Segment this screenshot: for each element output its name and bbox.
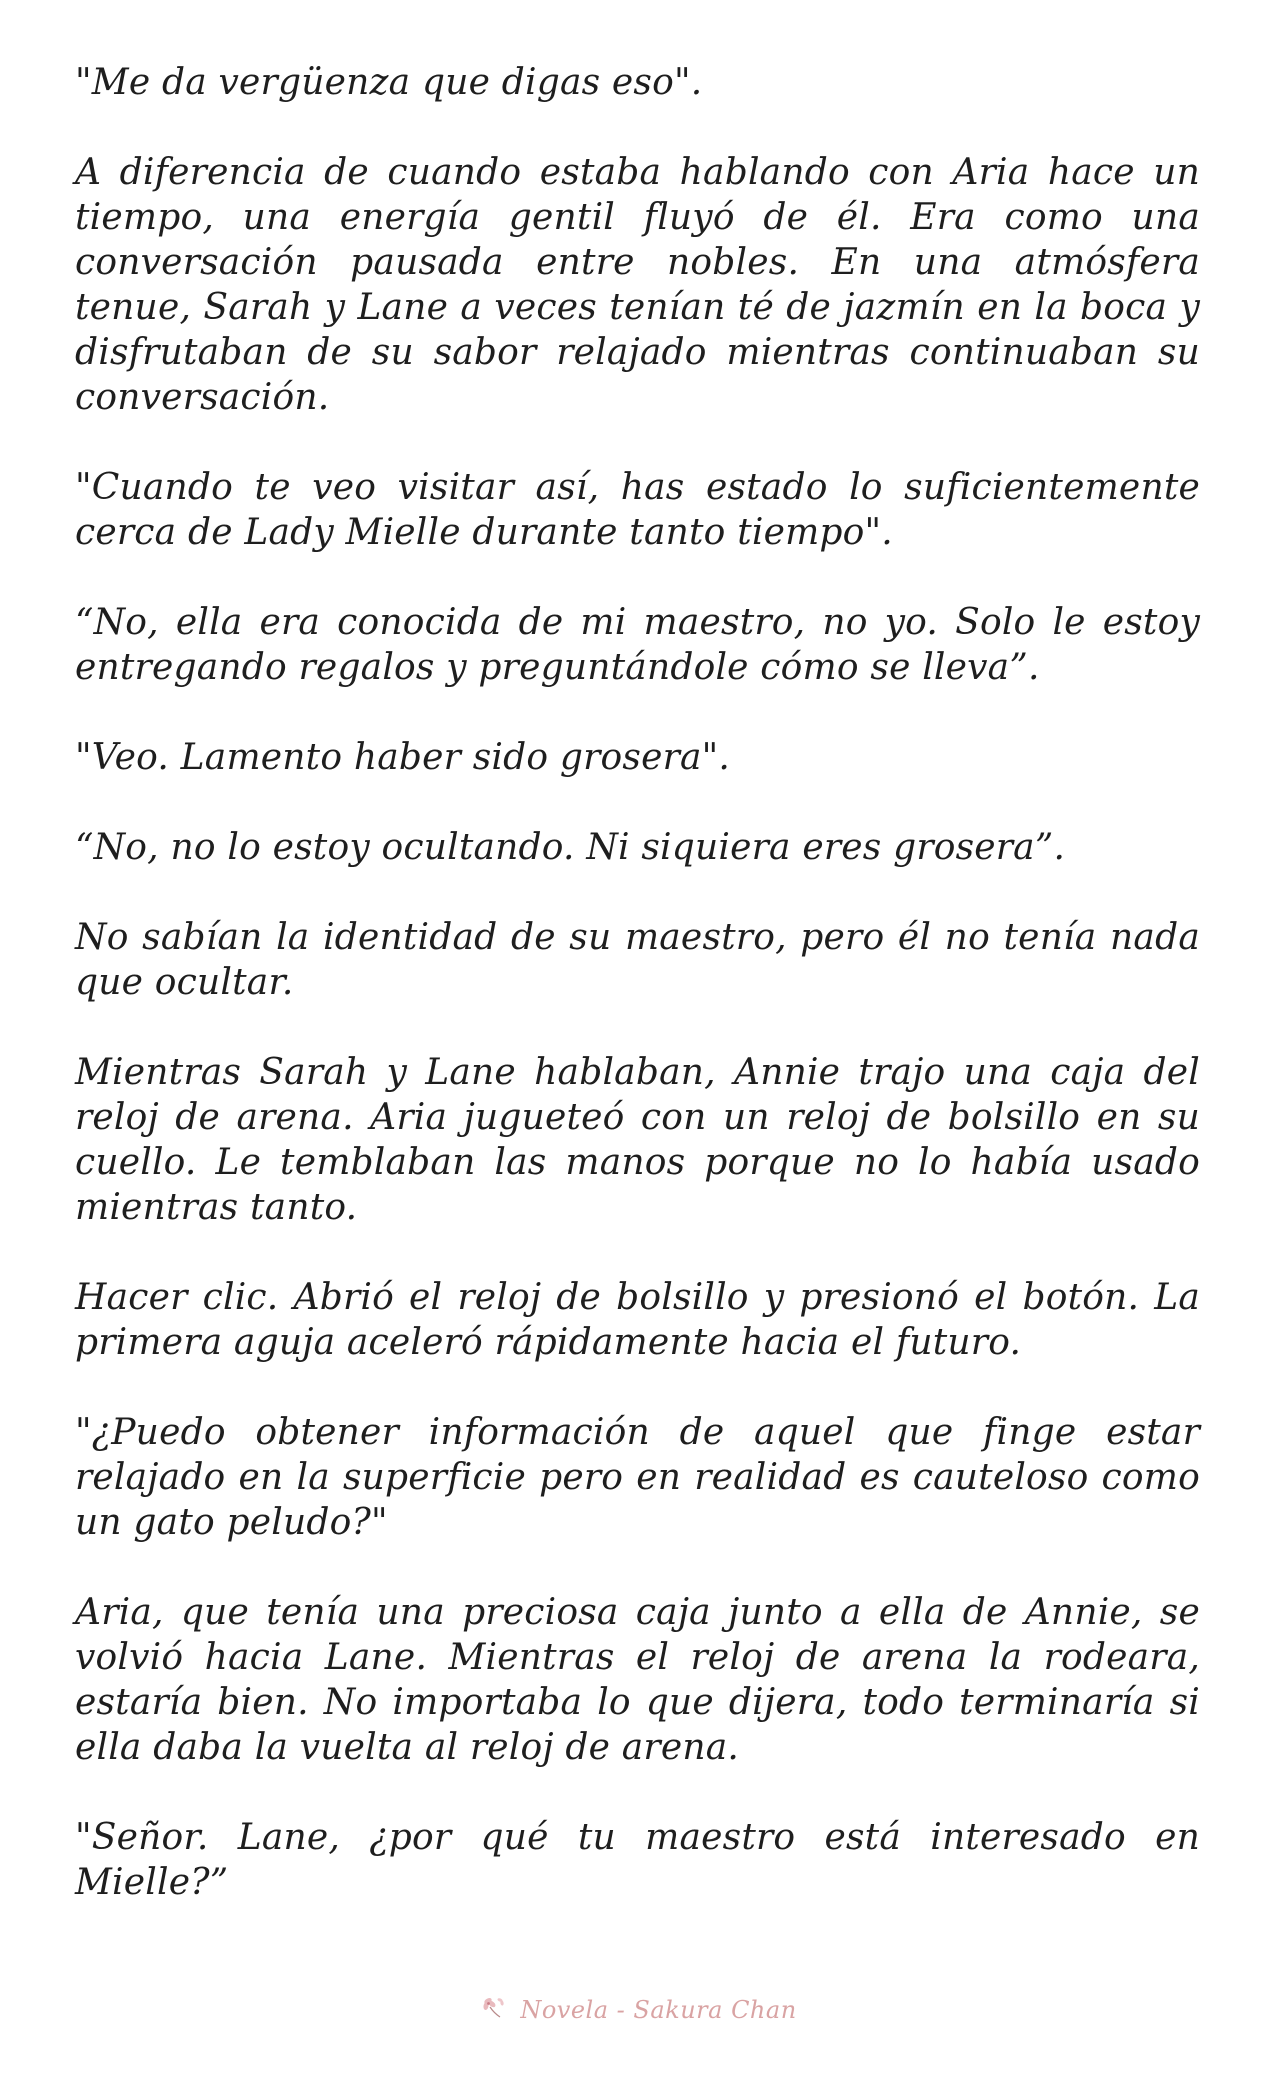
paragraph-7: No sabían la identidad de su maestro, pero él no tenía nada que ocultar. bbox=[75, 917, 1200, 1003]
paragraph-8: Mientras Sarah y Lane hablaban, Annie trajo una caja del reloj de arena. Aria jugueteó con un reloj de bolsillo en su cuello. Le temblaban las manos porque no lo había usado mientras tanto. bbox=[75, 1052, 1200, 1228]
paragraph-5: "Veo. Lamento haber sido grosera". bbox=[75, 737, 731, 778]
paragraph-9: Hacer clic. Abrió el reloj de bolsillo y presionó el botón. La primera aguja aceleró rápidamente hacia el futuro. bbox=[75, 1277, 1200, 1363]
paragraph-2: A diferencia de cuando estaba hablando con Aria hace un tiempo, una energía gentil fluyó de él. Era como una conversación pausada entre nobles. En una atmósfera tenue, Sarah y Lane a veces tenían té de jazmín en la boca y disfrutaban de su sabor relajado mientras continuaban su conversación. bbox=[75, 152, 1200, 418]
footer-watermark-text: Novela - Sakura Chan bbox=[520, 1996, 797, 2024]
paragraph-12: "Señor. Lane, ¿por qué tu maestro está interesado en Mielle?” bbox=[75, 1817, 1200, 1903]
paragraph-10: "¿Puedo obtener información de aquel que finge estar relajado en la superficie pero en realidad es cauteloso como un gato peludo?" bbox=[75, 1412, 1200, 1543]
footer-watermark bbox=[0, 1985, 1275, 2035]
sakura-flower-icon bbox=[478, 1993, 512, 2027]
paragraph-6: “No, no lo estoy ocultando. Ni siquiera eres grosera”. bbox=[75, 827, 1066, 868]
document-body bbox=[75, 60, 1200, 1950]
paragraph-11: Aria, que tenía una preciosa caja junto a ella de Annie, se volvió hacia Lane. Mientras el reloj de arena la rodeara, estaría bien. No importaba lo que dijera, todo terminaría si ella daba la vuelta al reloj de arena. bbox=[75, 1592, 1200, 1768]
paragraph-4: “No, ella era conocida de mi maestro, no yo. Solo le estoy entregando regalos y preguntándole cómo se lleva”. bbox=[75, 602, 1200, 688]
paragraph-1: "Me da vergüenza que digas eso". bbox=[75, 62, 703, 103]
paragraph-3: "Cuando te veo visitar así, has estado lo suficientemente cerca de Lady Mielle durante tanto tiempo". bbox=[75, 467, 1200, 553]
